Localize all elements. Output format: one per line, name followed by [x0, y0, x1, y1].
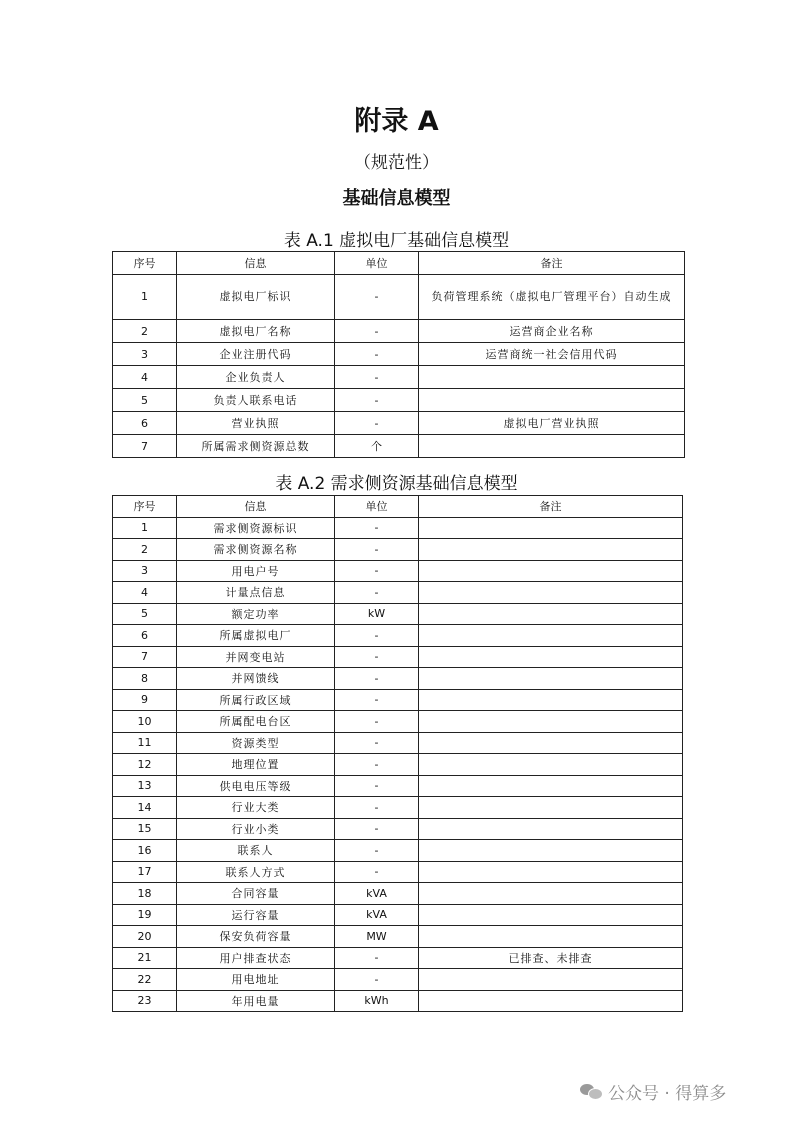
unit-cell: - — [335, 818, 419, 840]
row-index-cell: 22 — [113, 969, 177, 991]
unit-cell: - — [335, 366, 419, 389]
unit-cell: - — [335, 711, 419, 733]
unit-cell: - — [335, 775, 419, 797]
remark-cell — [419, 926, 683, 948]
row-index-cell: 7 — [113, 646, 177, 668]
unit-cell: - — [335, 412, 419, 435]
remark-cell — [419, 539, 683, 561]
row-index-cell: 5 — [113, 389, 177, 412]
remark-cell — [419, 366, 685, 389]
table-row — [113, 883, 683, 905]
column-header: 信息 — [177, 252, 335, 275]
table1-caption: 表 A.1 虚拟电厂基础信息模型 — [283, 231, 510, 251]
remark-cell: 虚拟电厂营业执照 — [419, 412, 685, 435]
info-cell: 运行容量 — [177, 904, 335, 926]
remark-cell — [419, 625, 683, 647]
table-row — [113, 689, 683, 711]
column-header: 备注 — [419, 252, 685, 275]
unit-cell: - — [335, 646, 419, 668]
row-index-cell: 15 — [113, 818, 177, 840]
table-row — [113, 582, 683, 604]
info-cell: 所属行政区域 — [177, 689, 335, 711]
column-header: 序号 — [113, 252, 177, 275]
remark-cell — [419, 560, 683, 582]
row-index-cell: 6 — [113, 412, 177, 435]
row-index-cell: 18 — [113, 883, 177, 905]
table-row — [113, 711, 683, 733]
unit-cell: kW — [335, 603, 419, 625]
row-index-cell: 14 — [113, 797, 177, 819]
table-row — [113, 603, 683, 625]
info-cell: 并网馈线 — [177, 668, 335, 690]
remark-cell — [419, 646, 683, 668]
row-index-cell: 16 — [113, 840, 177, 862]
table-row — [113, 539, 683, 561]
unit-cell: - — [335, 732, 419, 754]
table-row — [113, 969, 683, 991]
remark-cell — [419, 797, 683, 819]
row-index-cell: 1 — [113, 517, 177, 539]
info-cell: 地理位置 — [177, 754, 335, 776]
info-cell: 用电户号 — [177, 560, 335, 582]
info-cell: 行业大类 — [177, 797, 335, 819]
row-index-cell: 17 — [113, 861, 177, 883]
info-cell: 并网变电站 — [177, 646, 335, 668]
unit-cell: kVA — [335, 883, 419, 905]
table-row — [113, 797, 683, 819]
unit-cell: - — [335, 754, 419, 776]
remark-cell — [419, 840, 683, 862]
remark-cell — [419, 969, 683, 991]
unit-cell: - — [335, 689, 419, 711]
unit-cell: - — [335, 343, 419, 366]
row-index-cell: 4 — [113, 366, 177, 389]
remark-cell: 负荷管理系统（虚拟电厂管理平台）自动生成 — [419, 275, 685, 320]
row-index-cell: 7 — [113, 435, 177, 458]
row-index-cell: 8 — [113, 668, 177, 690]
info-cell: 资源类型 — [177, 732, 335, 754]
unit-cell: - — [335, 539, 419, 561]
info-cell: 保安负荷容量 — [177, 926, 335, 948]
remark-cell — [419, 904, 683, 926]
table-row — [113, 904, 683, 926]
unit-cell: MW — [335, 926, 419, 948]
table-row — [113, 926, 683, 948]
remark-cell: 已排查、未排查 — [419, 947, 683, 969]
row-index-cell: 3 — [113, 560, 177, 582]
remark-cell: 运营商统一社会信用代码 — [419, 343, 685, 366]
table-row — [113, 754, 683, 776]
remark-cell — [419, 775, 683, 797]
info-cell: 行业小类 — [177, 818, 335, 840]
table-row — [113, 560, 683, 582]
table-row — [113, 947, 683, 969]
wechat-icon — [580, 1082, 602, 1100]
watermark — [580, 1078, 780, 1104]
info-cell: 计量点信息 — [177, 582, 335, 604]
watermark-text: 公众号 · 得算多 — [608, 1083, 727, 1104]
row-index-cell: 21 — [113, 947, 177, 969]
row-index-cell: 19 — [113, 904, 177, 926]
remark-cell — [419, 732, 683, 754]
info-cell: 营业执照 — [177, 412, 335, 435]
info-cell: 额定功率 — [177, 603, 335, 625]
info-cell: 合同容量 — [177, 883, 335, 905]
info-cell: 需求侧资源标识 — [177, 517, 335, 539]
row-index-cell: 9 — [113, 689, 177, 711]
unit-cell: kVA — [335, 904, 419, 926]
remark-cell — [419, 389, 685, 412]
info-cell: 联系人 — [177, 840, 335, 862]
table2-caption: 表 A.2 需求侧资源基础信息模型 — [275, 474, 518, 494]
table-row — [113, 625, 683, 647]
unit-cell: 个 — [335, 435, 419, 458]
unit-cell: - — [335, 517, 419, 539]
unit-cell: kWh — [335, 990, 419, 1012]
unit-cell: - — [335, 861, 419, 883]
table-header-row — [113, 496, 683, 518]
column-header: 备注 — [419, 496, 683, 518]
unit-cell: - — [335, 560, 419, 582]
unit-cell: - — [335, 320, 419, 343]
section-heading: 基础信息模型 — [342, 188, 451, 209]
row-index-cell: 11 — [113, 732, 177, 754]
table-row — [113, 366, 685, 389]
row-index-cell: 23 — [113, 990, 177, 1012]
info-cell: 所属配电台区 — [177, 711, 335, 733]
row-index-cell: 13 — [113, 775, 177, 797]
unit-cell: - — [335, 275, 419, 320]
remark-cell — [419, 990, 683, 1012]
table-row — [113, 990, 683, 1012]
info-cell: 企业负责人 — [177, 366, 335, 389]
row-index-cell: 5 — [113, 603, 177, 625]
info-cell: 联系人方式 — [177, 861, 335, 883]
remark-cell — [419, 818, 683, 840]
table-row — [113, 517, 683, 539]
row-index-cell: 10 — [113, 711, 177, 733]
table-row — [113, 668, 683, 690]
table-row — [113, 818, 683, 840]
unit-cell: - — [335, 797, 419, 819]
info-cell: 用户排查状态 — [177, 947, 335, 969]
unit-cell: - — [335, 582, 419, 604]
row-index-cell: 1 — [113, 275, 177, 320]
table-row — [113, 275, 685, 320]
table-row — [113, 343, 685, 366]
row-index-cell: 12 — [113, 754, 177, 776]
remark-cell — [419, 711, 683, 733]
table-header-row — [113, 252, 685, 275]
info-cell: 所属虚拟电厂 — [177, 625, 335, 647]
unit-cell: - — [335, 969, 419, 991]
remark-cell — [419, 689, 683, 711]
remark-cell — [419, 883, 683, 905]
table-row — [113, 840, 683, 862]
info-cell: 虚拟电厂名称 — [177, 320, 335, 343]
table-row — [113, 389, 685, 412]
table-row — [113, 775, 683, 797]
info-cell: 需求侧资源名称 — [177, 539, 335, 561]
row-index-cell: 2 — [113, 320, 177, 343]
remark-cell — [419, 603, 683, 625]
table-row — [113, 861, 683, 883]
remark-cell — [419, 668, 683, 690]
table-row — [113, 435, 685, 458]
unit-cell: - — [335, 668, 419, 690]
unit-cell: - — [335, 625, 419, 647]
table-row — [113, 320, 685, 343]
remark-cell — [419, 861, 683, 883]
info-cell: 所属需求侧资源总数 — [177, 435, 335, 458]
unit-cell: - — [335, 389, 419, 412]
info-cell: 年用电量 — [177, 990, 335, 1012]
column-header: 信息 — [177, 496, 335, 518]
row-index-cell: 20 — [113, 926, 177, 948]
vpp-info-table — [112, 251, 685, 458]
row-index-cell: 2 — [113, 539, 177, 561]
unit-cell: - — [335, 947, 419, 969]
remark-cell — [419, 754, 683, 776]
table-row — [113, 412, 685, 435]
remark-cell — [419, 435, 685, 458]
appendix-title: 附录 A — [354, 106, 439, 137]
remark-cell — [419, 582, 683, 604]
info-cell: 虚拟电厂标识 — [177, 275, 335, 320]
remark-cell — [419, 517, 683, 539]
info-cell: 用电地址 — [177, 969, 335, 991]
row-index-cell: 6 — [113, 625, 177, 647]
column-header: 单位 — [335, 252, 419, 275]
row-index-cell: 3 — [113, 343, 177, 366]
unit-cell: - — [335, 840, 419, 862]
row-index-cell: 4 — [113, 582, 177, 604]
appendix-subtitle: （规范性） — [354, 153, 439, 173]
table-row — [113, 646, 683, 668]
column-header: 单位 — [335, 496, 419, 518]
info-cell: 企业注册代码 — [177, 343, 335, 366]
demand-resource-table — [112, 495, 683, 1012]
table-row — [113, 732, 683, 754]
remark-cell: 运营商企业名称 — [419, 320, 685, 343]
column-header: 序号 — [113, 496, 177, 518]
info-cell: 负责人联系电话 — [177, 389, 335, 412]
info-cell: 供电电压等级 — [177, 775, 335, 797]
